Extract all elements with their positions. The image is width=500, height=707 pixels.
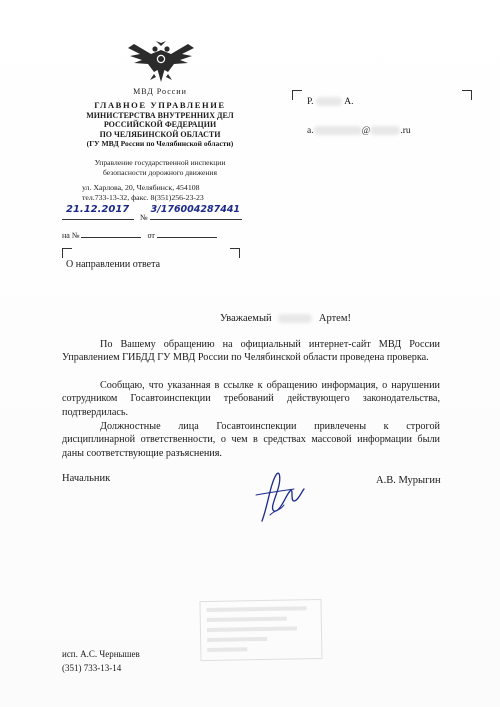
recipient-name-end: А. <box>344 97 354 107</box>
handwritten-number: 3/176004287441 <box>150 204 241 215</box>
on-number-field <box>81 229 141 238</box>
from-label: от <box>147 231 155 240</box>
department-block <box>60 158 260 177</box>
recipient-email <box>307 126 411 136</box>
email-end: .ru <box>400 126 411 136</box>
executor-name: исп. А.С. Чернышев <box>62 649 140 659</box>
salutation-name: Артем! <box>318 313 351 324</box>
subject-corner-right <box>230 248 240 258</box>
ministry-line: (ГУ МВД России по Челябинской области) <box>86 138 234 148</box>
body-paragraph: Должностные лица Госавтоинспекции привлечены к строгой дисциплинарной ответственности, о чем в средствах массовой информации были даны соответствующие разъяснения. <box>62 421 440 459</box>
handwritten-date: 21.12.2017 <box>66 204 130 215</box>
recipient-name-start: Р. <box>307 97 314 107</box>
on-number-label: на № <box>62 231 80 240</box>
mvd-eagle-emblem-icon <box>126 38 196 84</box>
executor-phone: (351) 733-13-14 <box>62 663 122 673</box>
ministry-line: МИНИСТЕРСТВА ВНУТРЕННИХ ДЕЛ <box>86 111 234 120</box>
from-field <box>157 229 217 238</box>
redacted-surname-salutation <box>278 314 312 323</box>
date-field <box>62 204 134 220</box>
handwritten-signature-icon <box>250 465 310 525</box>
main-title: ГЛАВНОЕ УПРАВЛЕНИЕ <box>94 100 226 110</box>
address-line: ул. Харлова, 20, Челябинск, 454108 <box>82 183 200 192</box>
subject-corner-left <box>62 248 72 258</box>
redacted-surname <box>316 97 342 106</box>
body-paragraph: Сообщаю, что указанная в ссылке к обращению информация, о нарушении сотрудником Госавтоинспекции требований действующего законодательства, подтвердилась. <box>62 380 440 418</box>
department-line: Управление государственной инспекции <box>94 158 226 167</box>
email-start: a. <box>307 126 314 136</box>
ministry-line: РОССИЙСКОЙ ФЕДЕРАЦИИ <box>103 120 217 130</box>
reference-row <box>62 229 252 240</box>
email-at: @ <box>361 126 371 136</box>
redacted-email-domain <box>370 126 400 135</box>
address-line: тел.733-13-32, факс. 8(351)256-23-23 <box>82 192 204 202</box>
recipient-corner-right <box>462 90 472 100</box>
signatory-name: А.В. Мурыгин <box>376 475 441 486</box>
number-prefix: № <box>140 213 148 222</box>
salutation-prefix: Уважаемый <box>220 313 272 324</box>
address-block <box>82 183 252 202</box>
recipient-corner-left <box>292 90 302 100</box>
body-paragraph: По Вашему обращению на официальный интернет-сайт МВД России Управлением ГИБДД ГУ МВД России по Челябинской области проведена проверка. <box>62 339 440 364</box>
recipient-name <box>307 97 353 107</box>
signatory-position: Начальник <box>62 473 111 484</box>
ministry-line: ПО ЧЕЛЯБИНСКОЙ ОБЛАСТИ <box>99 129 221 139</box>
bleedthrough-stamp <box>199 599 328 665</box>
department-line: безопасности дорожного движения <box>103 167 217 177</box>
redacted-email-user <box>314 126 362 135</box>
number-field <box>150 204 242 220</box>
agency-name: МВД России <box>133 87 187 96</box>
ministry-block <box>60 111 260 148</box>
salutation <box>220 313 351 324</box>
registration-date-row <box>62 204 242 222</box>
subject-line: О направлении ответа <box>66 259 161 270</box>
